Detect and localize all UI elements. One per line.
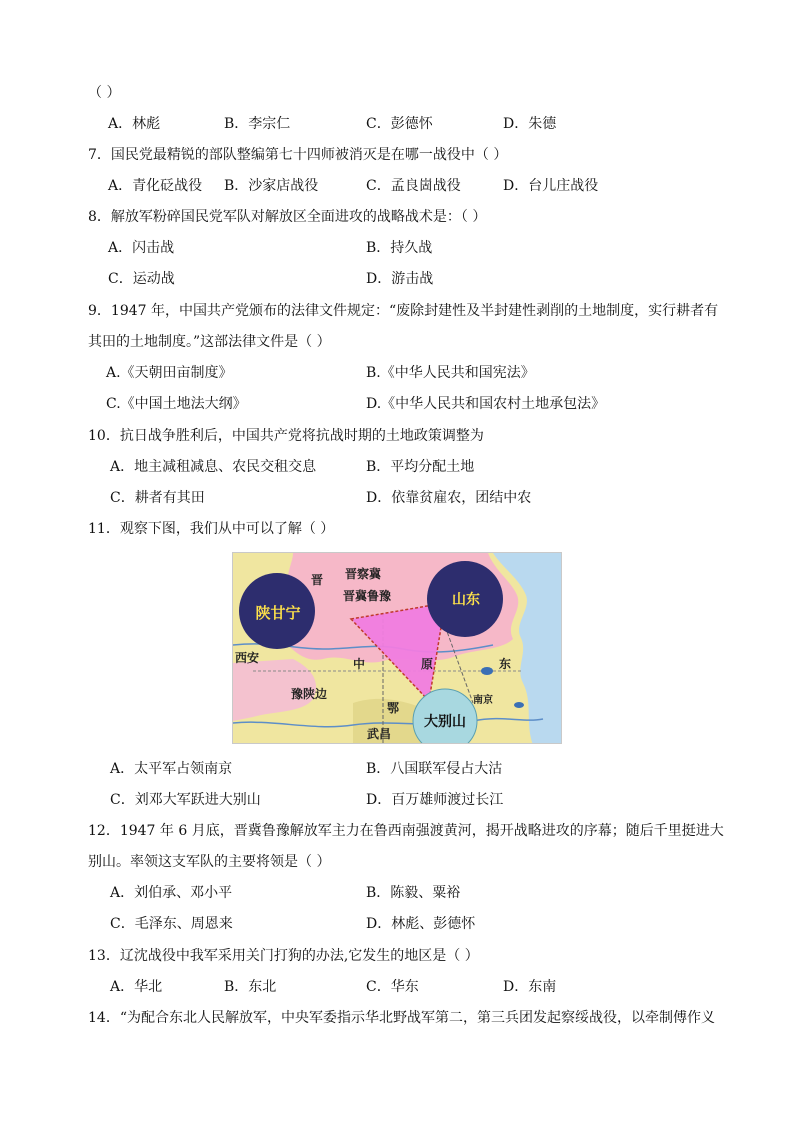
- q12-option-c: C．毛泽东、周恩来: [110, 916, 233, 932]
- q9-option-a: A.《天朝田亩制度》: [106, 365, 233, 381]
- q6-option-d: D．朱德: [503, 116, 557, 132]
- q6-option-c: C．彭德怀: [366, 116, 433, 132]
- q10-option-b: B．平均分配土地: [366, 459, 475, 475]
- map-label-dabieshan: 大别山: [424, 714, 466, 730]
- map-label-dong: 东: [499, 657, 512, 671]
- map-label-shaanganning: 陕甘宁: [255, 604, 301, 622]
- q9-stem-line1: 9．1947 年，中国共产党颁布的法律文件规定：“废除封建性及半封建性剥削的土地制度，实行耕者有: [88, 303, 719, 319]
- q8-option-b: B．持久战: [366, 240, 433, 256]
- map-label-jinchaji: 晋察冀: [345, 567, 382, 581]
- q9-stem-line2: 其田的土地制度。”这部法律文件是（ ）: [88, 334, 331, 350]
- map-label-e: 鄂: [387, 701, 400, 715]
- q8-option-c: C．运动战: [108, 271, 175, 287]
- q10-option-a: A．地主减租减息、农民交租交息: [110, 459, 317, 475]
- q13-option-a: A．华北: [110, 979, 163, 995]
- q13-option-b: B．东北: [224, 979, 277, 995]
- map-lake-2: [514, 702, 524, 708]
- q12-stem-line1: 12．1947 年 6 月底，晋冀鲁豫解放军主力在鲁西南强渡黄河，揭开战略进攻的序幕；随后千里挺进大: [88, 823, 724, 839]
- q8-option-d: D．游击战: [366, 271, 434, 287]
- q12-stem-line2: 别山。率领这支军队的主要将领是（ ）: [88, 854, 331, 870]
- q13-option-d: D．东南: [503, 979, 557, 995]
- map-label-wuchang: 武昌: [367, 727, 392, 741]
- q12-option-a: A．刘伯承、邓小平: [110, 885, 233, 901]
- map-label-xian: 西安: [235, 651, 260, 665]
- q10-stem: 10．抗日战争胜利后，中国共产党将抗战时期的土地政策调整为: [88, 428, 484, 444]
- map-lake: [481, 667, 493, 675]
- map-label-jinjiluyu: 晋冀鲁豫: [343, 589, 392, 603]
- map-label-nanjing: 南京: [473, 695, 493, 706]
- q8-stem: 8．解放军粉碎国民党军队对解放区全面进攻的战略战术是：（ ）: [88, 209, 487, 225]
- map-label-shandong: 山东: [452, 592, 480, 608]
- q13-option-c: C．华东: [366, 979, 419, 995]
- q9-option-c: C.《中国土地法大纲》: [106, 396, 247, 412]
- q10-option-d: D．依靠贫雇农，团结中农: [366, 490, 532, 506]
- map-label-jin: 晋: [311, 573, 324, 587]
- q13-stem: 13．辽沈战役中我军采用关门打狗的办法,它发生的地区是（ ）: [88, 948, 479, 964]
- q6-bracket: （ ）: [88, 85, 121, 101]
- q12-option-d: D．林彪、彭德怀: [366, 916, 476, 932]
- q8-option-a: A．闪击战: [108, 240, 175, 256]
- q6-option-b: B．李宗仁: [224, 116, 291, 132]
- q7-option-a: A．青化砭战役: [108, 178, 203, 194]
- map-label-zhong: 中: [353, 657, 366, 671]
- q7-option-d: D．台儿庄战役: [503, 178, 599, 194]
- q11-option-c: C．刘邓大军跃进大别山: [110, 792, 261, 808]
- q7-stem: 7．国民党最精锐的部队整编第七十四师被消灭是在哪一战役中（ ）: [88, 147, 508, 163]
- q10-option-c: C．耕者有其田: [110, 490, 205, 506]
- q14-stem: 14．“为配合东北人民解放军，中央军委指示华北野战军第二，第三兵团发起察绥战役，以牵制傅作义: [88, 1010, 715, 1026]
- q11-option-d: D．百万雄师渡过长江: [366, 792, 504, 808]
- q9-option-b: B.《中华人民共和国宪法》: [366, 365, 535, 381]
- q12-option-b: B．陈毅、粟裕: [366, 885, 461, 901]
- map-image: [232, 552, 562, 744]
- q11-stem: 11．观察下图，我们从中可以了解（ ）: [88, 521, 335, 537]
- q11-option-a: A．太平军占领南京: [110, 761, 233, 777]
- q7-option-b: B．沙家店战役: [224, 178, 319, 194]
- q11-option-b: B．八国联军侵占大沽: [366, 761, 503, 777]
- map-label-yushanbian: 豫陕边: [291, 687, 328, 701]
- q7-option-c: C．孟良崮战役: [366, 178, 461, 194]
- q6-option-a: A．林彪: [108, 116, 161, 132]
- q9-option-d: D.《中华人民共和国农村土地承包法》: [366, 396, 606, 412]
- map-label-yuan: 原: [421, 657, 434, 671]
